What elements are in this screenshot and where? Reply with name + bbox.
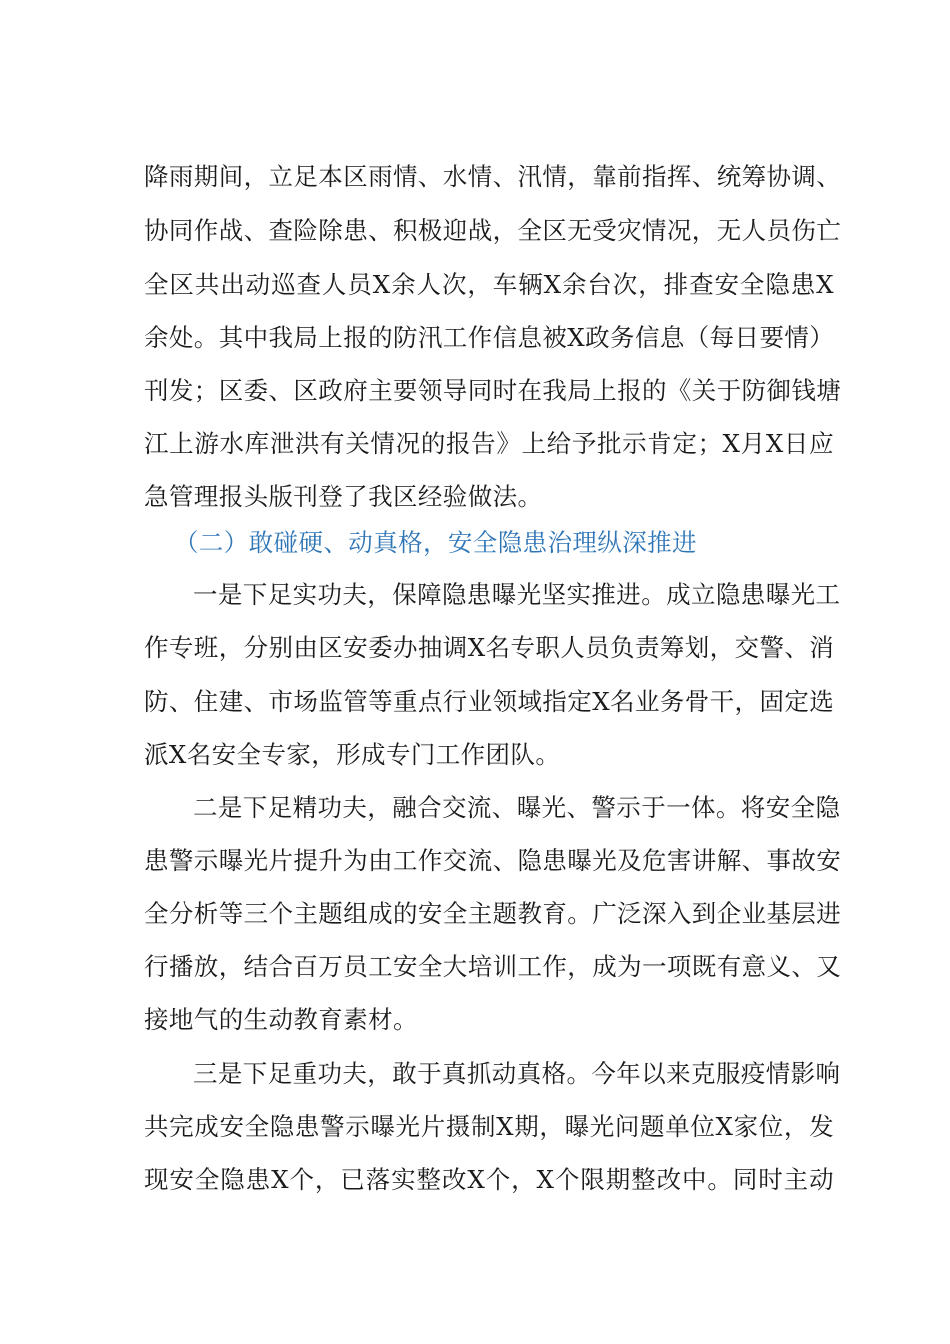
body-text-line: 刊发；区委、区政府主要领导同时在我局上报的《关于防御钱塘 [144, 376, 842, 405]
body-text-line: 患警示曝光片提升为由工作交流、隐患曝光及危害讲解、事故安 [144, 846, 842, 875]
paragraph-first-line: 二是下足精功夫，融合交流、曝光、警示于一体。将安全隐 [193, 793, 841, 822]
body-text-line: 共完成安全隐患警示曝光片摄制X期，曝光问题单位X家位，发 [144, 1112, 834, 1141]
paragraph-first-line: 一是下足实功夫，保障隐患曝光坚实推进。成立隐患曝光工 [193, 580, 841, 609]
body-text-line: 急管理报头版刊登了我区经验做法。 [144, 482, 543, 511]
section-heading: （二）敢碰硬、动真格，安全隐患治理纵深推进 [174, 528, 697, 557]
body-text-line: 江上游水库泄洪有关情况的报告》上给予批示肯定；X月X日应 [144, 429, 834, 458]
paragraph-first-line: 三是下足重功夫，敢于真抓动真格。今年以来克服疫情影响 [193, 1059, 841, 1088]
body-text-line: 派X名安全专家，形成专门工作团队。 [144, 740, 561, 769]
body-text-line: 接地气的生动教育素材。 [144, 1005, 418, 1034]
body-text-line: 作专班，分别由区安委办抽调X名专职人员负责筹划，交警、消 [144, 633, 835, 662]
body-text-line: 全区共出动巡查人员X余人次，车辆X余台次，排查安全隐患X [144, 270, 834, 299]
body-text-line: 行播放，结合百万员工安全大培训工作，成为一项既有意义、又 [144, 952, 842, 981]
body-text-line: 协同作战、查险除患、积极迎战，全区无受灾情况，无人员伤亡 [144, 216, 842, 245]
body-text-line: 余处。其中我局上报的防汛工作信息被X政务信息（每日要情） [144, 323, 835, 352]
body-text-line: 全分析等三个主题组成的安全主题教育。广泛深入到企业基层进 [144, 899, 842, 928]
body-text-line: 现安全隐患X个，已落实整改X个，X个限期整改中。同时主动 [144, 1165, 834, 1194]
body-text-line: 降雨期间，立足本区雨情、水情、汛情，靠前指挥、统筹协调、 [144, 162, 842, 191]
body-text-line: 防、住建、市场监管等重点行业领域指定X名业务骨干，固定选 [144, 687, 835, 716]
